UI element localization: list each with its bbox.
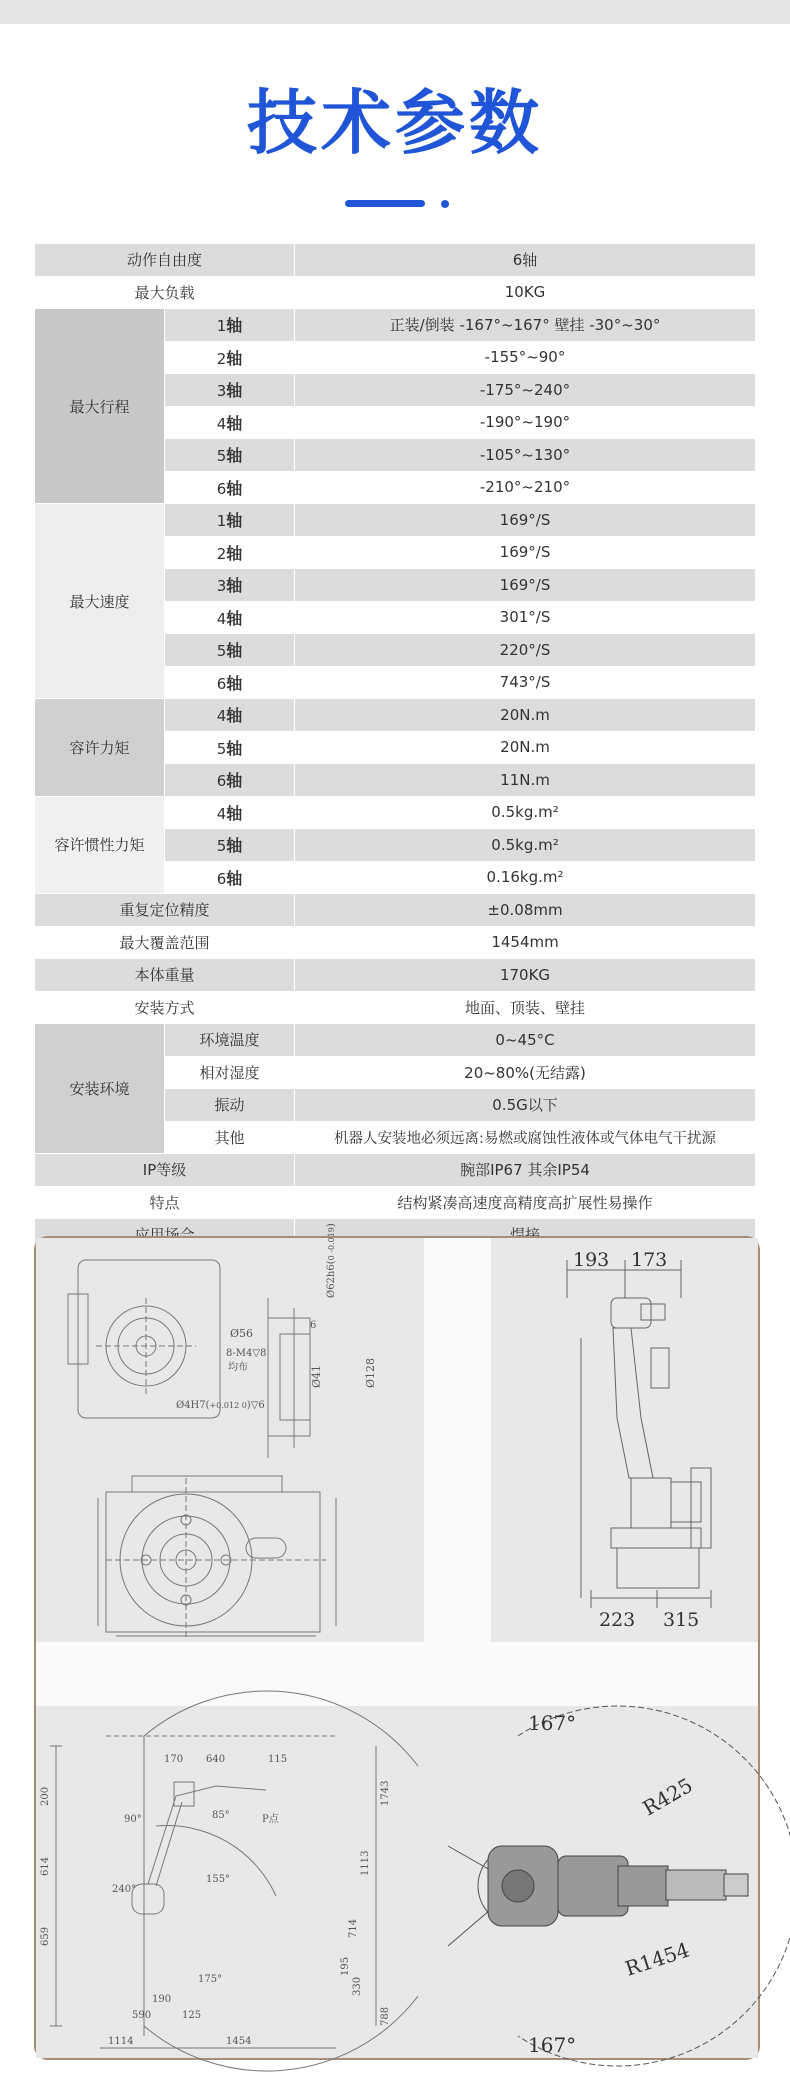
dim-d195: 195 xyxy=(340,1956,351,1976)
dim-d41: Ø41 xyxy=(310,1364,323,1388)
spec-value: -190°~190° xyxy=(295,406,756,439)
group-label-environment: 安装环境 xyxy=(35,1024,165,1154)
axis-cell: 3轴 xyxy=(165,569,295,602)
spec-row-dof xyxy=(35,244,756,277)
spec-value: -155°~90° xyxy=(295,341,756,374)
spec-value: 地面、顶装、壁挂 xyxy=(295,991,756,1024)
spec-table xyxy=(34,243,756,1252)
range-side-drawing xyxy=(36,1706,424,2058)
dim-d223: 223 xyxy=(599,1609,636,1631)
spec-label: 重复定位精度 xyxy=(35,894,295,927)
dim-d200: 200 xyxy=(40,1786,51,1806)
angle-167-bottom: 167° xyxy=(528,2033,577,2057)
dim-d330: 330 xyxy=(352,1976,363,1996)
spec-value: -210°~210° xyxy=(295,471,756,504)
spec-value: 1454mm xyxy=(295,926,756,959)
spec-label: 本体重量 xyxy=(35,959,295,992)
spec-row-inertia xyxy=(35,796,756,829)
angle-155: 155° xyxy=(206,1874,231,1885)
point-p-label: P点 xyxy=(262,1814,279,1825)
radius-r1454: R1454 xyxy=(622,1937,693,1981)
axis-cell: 1轴 xyxy=(165,309,295,342)
axis-cell: 3轴 xyxy=(165,374,295,407)
spec-value: 220°/S xyxy=(295,634,756,667)
axis-cell: 6轴 xyxy=(165,861,295,894)
spec-value: 0~45°C xyxy=(295,1024,756,1057)
spec-value: 0.5kg.m² xyxy=(295,829,756,862)
dim-d788: 788 xyxy=(380,2006,391,2026)
dim-d590: 590 xyxy=(132,2010,152,2021)
side-view-drawing xyxy=(491,1238,758,1642)
spec-value: -175°~240° xyxy=(295,374,756,407)
group-label-torque: 容许力矩 xyxy=(35,699,165,797)
spec-value: 结构紧凑高速度高精度高扩展性易操作 xyxy=(295,1186,756,1219)
spec-value: 301°/S xyxy=(295,601,756,634)
dim-d6: 6 xyxy=(310,1320,317,1331)
title-underline xyxy=(345,200,425,207)
spec-row-torque xyxy=(35,699,756,732)
spec-row-travel xyxy=(35,309,756,342)
axis-cell: 4轴 xyxy=(165,601,295,634)
dim-d4: Ø4H7(+0.012 0)▽6 xyxy=(176,1400,265,1411)
axis-cell: 4轴 xyxy=(165,406,295,439)
axis-cell: 4轴 xyxy=(165,699,295,732)
spec-value: 0.5kg.m² xyxy=(295,796,756,829)
axis-cell: 5轴 xyxy=(165,634,295,667)
dim-d640: 640 xyxy=(206,1754,226,1765)
spec-label: 最大覆盖范围 xyxy=(35,926,295,959)
spec-value: 169°/S xyxy=(295,569,756,602)
dim-d1113: 1113 xyxy=(360,1850,371,1876)
spec-value: 20N.m xyxy=(295,731,756,764)
spec-row-reach xyxy=(35,926,756,959)
dim-m4b: 均布 xyxy=(228,1362,248,1373)
angle-90: 90° xyxy=(124,1814,142,1825)
spec-label: 特点 xyxy=(35,1186,295,1219)
panel-side-view xyxy=(491,1238,758,1642)
spec-value: ±0.08mm xyxy=(295,894,756,927)
panel-range-side xyxy=(36,1706,424,2058)
spec-value: 机器人安装地必须远离:易燃或腐蚀性液体或气体电气干扰源 xyxy=(295,1121,756,1154)
spec-label: IP等级 xyxy=(35,1154,295,1187)
angle-85: 85° xyxy=(212,1810,230,1821)
dim-d1114: 1114 xyxy=(108,2036,134,2047)
axis-cell: 2轴 xyxy=(165,536,295,569)
spec-row-repeatability xyxy=(35,894,756,927)
dim-d56: Ø56 xyxy=(230,1327,254,1340)
spec-value: 169°/S xyxy=(295,536,756,569)
dim-d659: 659 xyxy=(40,1926,51,1946)
dim-d315: 315 xyxy=(663,1609,700,1631)
group-label-speed: 最大速度 xyxy=(35,504,165,699)
env-name: 环境温度 xyxy=(165,1024,295,1057)
axis-cell: 2轴 xyxy=(165,341,295,374)
spec-value: 170KG xyxy=(295,959,756,992)
dim-d714: 714 xyxy=(348,1918,359,1938)
dim-d190: 190 xyxy=(152,1994,172,2005)
spec-row-features xyxy=(35,1186,756,1219)
flange-drawing xyxy=(36,1223,424,1642)
group-label-travel: 最大行程 xyxy=(35,309,165,504)
dim-d173: 173 xyxy=(631,1249,668,1271)
page-title: 技术参数 xyxy=(247,82,543,164)
dim-d170: 170 xyxy=(164,1754,184,1765)
spec-label: 安装方式 xyxy=(35,991,295,1024)
top-bar xyxy=(0,0,790,24)
spec-value: 169°/S xyxy=(295,504,756,537)
angle-240: 240° xyxy=(112,1884,137,1895)
axis-cell: 5轴 xyxy=(165,829,295,862)
dim-d1743: 1743 xyxy=(380,1780,391,1806)
spec-value: 10KG xyxy=(295,276,756,309)
spec-value: 0.16kg.m² xyxy=(295,861,756,894)
dim-d193: 193 xyxy=(573,1249,610,1271)
dim-d125: 125 xyxy=(182,2010,202,2021)
dim-d128: Ø128 xyxy=(364,1357,377,1388)
angle-175: 175° xyxy=(198,1974,223,1985)
dim-d614: 614 xyxy=(40,1856,51,1876)
axis-cell: 6轴 xyxy=(165,666,295,699)
spec-value: 20~80%(无结露) xyxy=(295,1056,756,1089)
axis-cell: 5轴 xyxy=(165,439,295,472)
spec-row-ip xyxy=(35,1154,756,1187)
panel-range-top xyxy=(418,1706,758,2058)
dim-m4: 8-M4▽8 xyxy=(226,1348,267,1359)
spec-row-environment xyxy=(35,1024,756,1057)
group-label-inertia: 容许惯性力矩 xyxy=(35,796,165,894)
spec-value: -105°~130° xyxy=(295,439,756,472)
spec-row-payload xyxy=(35,276,756,309)
axis-cell: 1轴 xyxy=(165,504,295,537)
spec-value: 743°/S xyxy=(295,666,756,699)
dim-d62: Ø62h6(0 -0.019) xyxy=(326,1223,337,1298)
spec-value: 正装/倒装 -167°~167° 壁挂 -30°~30° xyxy=(295,309,756,342)
spec-row-speed xyxy=(35,504,756,537)
env-name: 其他 xyxy=(165,1121,295,1154)
radius-r425: R425 xyxy=(638,1772,697,1821)
spec-value: 6轴 xyxy=(295,244,756,277)
range-top-drawing xyxy=(418,1706,758,2058)
axis-cell: 5轴 xyxy=(165,731,295,764)
spec-row-mounting xyxy=(35,991,756,1024)
axis-cell: 6轴 xyxy=(165,471,295,504)
angle-167-top: 167° xyxy=(528,1711,577,1735)
spec-label: 最大负载 xyxy=(35,276,295,309)
spec-label: 动作自由度 xyxy=(35,244,295,277)
axis-cell: 6轴 xyxy=(165,764,295,797)
spec-value: 11N.m xyxy=(295,764,756,797)
env-name: 相对湿度 xyxy=(165,1056,295,1089)
dim-d115: 115 xyxy=(268,1754,288,1765)
dim-d1454: 1454 xyxy=(226,2036,252,2047)
axis-cell: 4轴 xyxy=(165,796,295,829)
drawings-frame xyxy=(34,1223,760,2060)
spec-value: 0.5G以下 xyxy=(295,1089,756,1122)
spec-value: 腕部IP67 其余IP54 xyxy=(295,1154,756,1187)
spec-value: 20N.m xyxy=(295,699,756,732)
spec-row-weight xyxy=(35,959,756,992)
title-dot xyxy=(441,200,449,208)
panel-flange-drawing xyxy=(36,1223,424,1642)
env-name: 振动 xyxy=(165,1089,295,1122)
